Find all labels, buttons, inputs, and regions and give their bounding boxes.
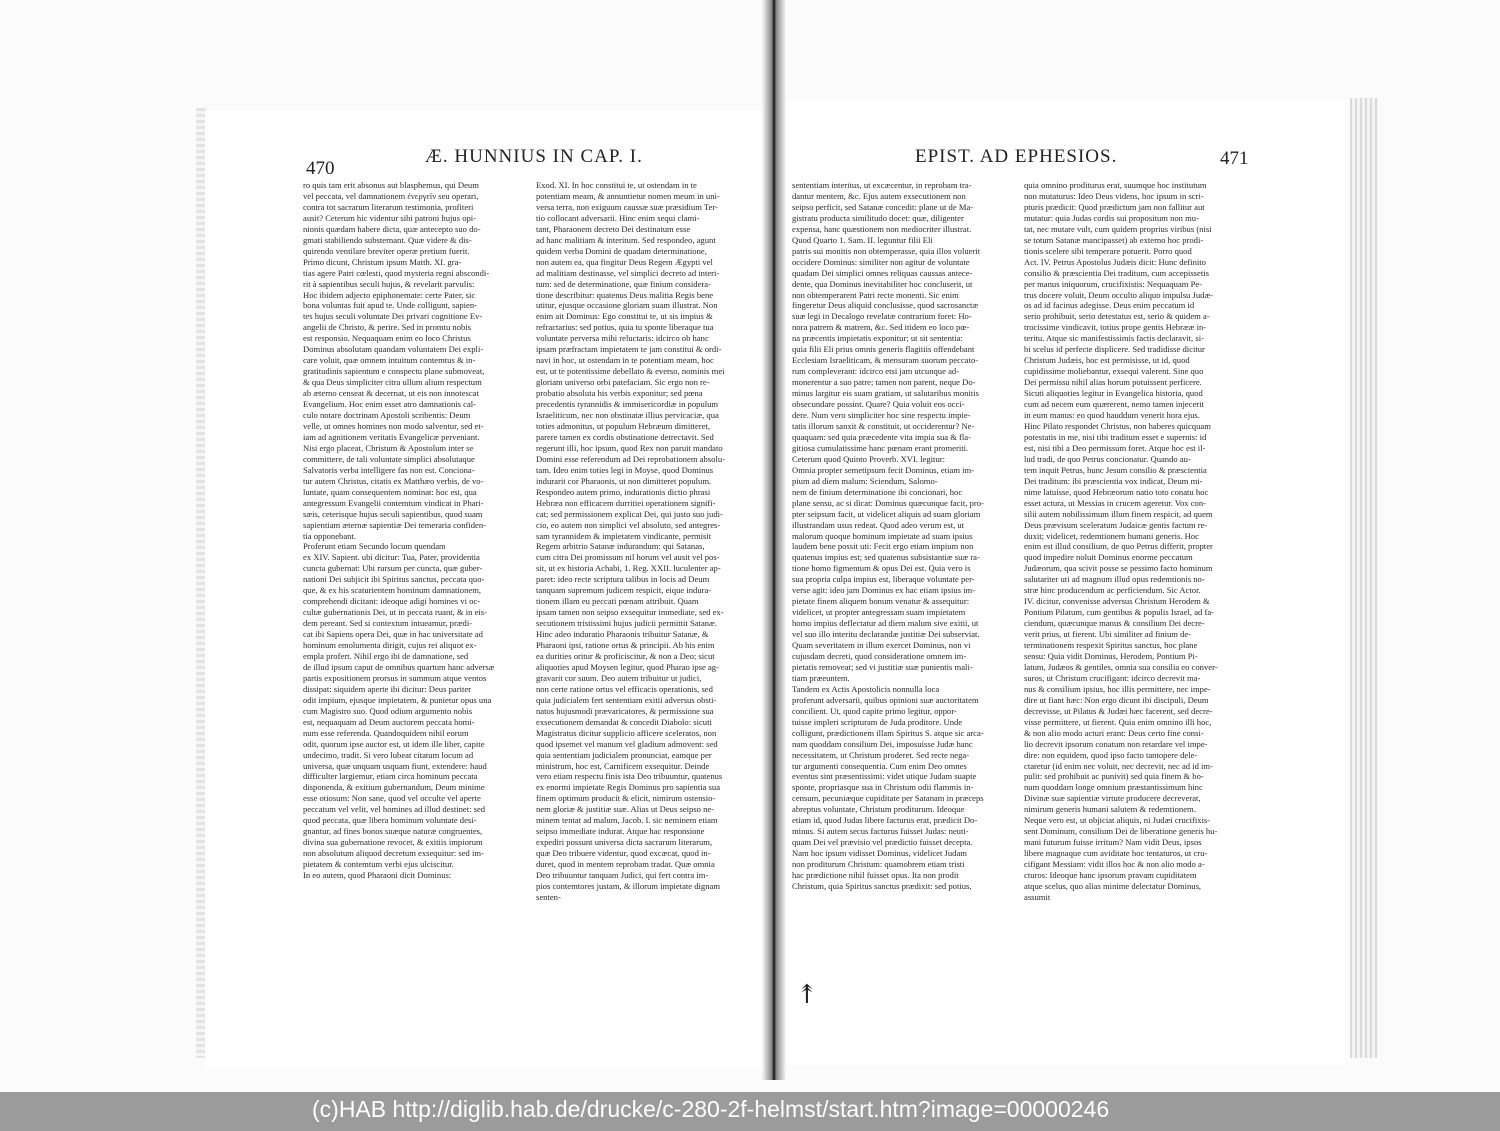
left-column-2: Exod. XI. In hoc constitui te, ut ostendam in te potentiam meam, & annuntietur nomen meum in uni- versa terra, non exiguum caussæ suæ præsidium Ter- tio collocant adversarii. Hinc enim sequi clami- tant, Pharaonem decreto Dei destinatum esse ad hanc malitiam & interitum. Sed respondeo, agunt quidem verba Domini de quadam determinatione, non autem ea, qua fingitur Deus Regem Ægypti vel ad malitiam destinasse, vel simplici decreto ad interi- tum: sed de determinatione, quæ finium considera- tione describitur: quatenus Deus malitia Regis bene utitur, ejusque occasione gloriam suam illustrat. Non enim ait Dominus: Ego constitui te, ut sis impius & refractarius: sed potius, quia tu sponte liberaque tua voluntate perversa mihi reluctaris: idcirco ob hanc ipsam præfractam impietatem te jam constitui & ordi- navi in hoc, ut ostendam in te potentiam meam, hoc est, ut te potentissime debellato & everso, nominis mei gloriam universo orbi patefaciam. Sic ergo non re- probatio absoluta his verbis exponitur; sed pœna precedentis tyrannidis & immisericordiæ in populum Israeliticum, nec non obstinatæ illius pervicaciæ, qua toties admonitus, ut populum Hebræum dimitteret, parere tamen ex cordis obstinatione detrectavit. Sed regerunt illi, hoc ipsum, quod Rex non paruit mandato Domini esse referendum ad Dei reprobationem absolu- tam. Ideo enim toties legi in Moyse, quod Dominus indurarit cor Pharaonis, ut non dimitteret populum. Respondeo autem primo, indurationis dictio phrasi Hebræa non efficacem durritiei operationem signifi- cat; sed permissionem explicat Dei, qui justo suo judi- cio, eo autem non simplici vel absoluto, sed antegres- sam tyrannidem & impietatem vindicante, permisit Regem arbitrio Satanæ indurandum: qui Satanas, cum citra Dei promissum nil horum vel ausit vel pos- sit, ut ex historia Achabi, 1. Reg. XXII. luculenter ap- paret: ideo recte scriptura talibus in locis ad Deum tanquam supremum judicem respicit, eique indura- tionem illam eu peccati pœnam attribuit. Quam ipsam tamen non seipso exsequitur immediate, sed ex- secutionem tristissimi hujus judicii permittit Satanæ. Hinc adeo induratio Pharaonis tribuitur Satanæ, & Pharaoni ipsi, ratione ortus & principii. Ab his enim ea durities oritur & proficiscitur, & non a Deo; sicut aliquoties apud Moysen legitur, quod Pharao ipse ag- gravarit cor suum. Deo autem tribuitur ut judici, non certe ratione ortus vel efficacis operationis, sed quia judicialem fert sententiam exitii adversus obsti- natos hujusmodi prævaricatores, & permissione sua exsecutionem demandat & concedit Diabolo: sicuti Magistratus dicitur supplicio afficere sceleratos, non quod ipsemet vel manum vel gladium admovent: sed quia sententiam judicialem pronunciat, eamque per ministrum, hoc est, Carnificem exsequitur. Deinde vero etiam respectu finis ista Deo tribuuntur, quatenus ex enormi impietate Regis Dominus pro sapientia sua finem optimum producit & elicit, nimirum ostensio- nem gloriæ & justitiæ suæ. Alias ut Deus seipso ne- minem tentat ad malum, Jacob. I. sic neminem etiam seipso immediate indurat. Atque hac responsione expediri possunt universa dicta sacrarum literarum, quæ Deo tribuere videntur, quod excæcat, quod in- duret, quod in mentem reprobam tradat. Quæ omnia Deo tribuuntur tanquam Judici, qui fert contra im- pios contemtores justam, & illorum impietate dignam senten- [536, 180, 725, 902]
left-page-number: 470 [306, 158, 335, 179]
left-running-head: Æ. HUNNIUS IN CAP. I. [425, 146, 643, 167]
right-column-2: quia omnino proditurus erat, suumque hoc institutum non mutaturus: Ideo Deus videns, hoc ipsum in scri- pturis prædicit: Quod prædictum jam non fallitur aut mutatur: quia Judas cordis sui propositum non mu- tat, nec mutare vult, cum quidem proprius viribus (nisi se totum Satanæ mancipasset) ab externo hoc prodi- tionis scelere sibi temperare potuerit. Porro quod Act. IV. Petrus Apostolus Judæis dicit: Hunc definito consilio & præscientia Dei traditum, cum accepissetis per manus iniquorum, crucifixistis: Nequaquam Pe- trus docere voluit, Deum occulto aliquo impulsu Judæ- os ad id facinus adegisse. Deus enim peccatum id serio prohibuit, serio detestatus est, serio & quidem a- trocissime vindicavit, totius prope gentis Hebrææ in- teritu. Atque sic manifestissimis factis declaravit, si- bi scelus id perfecte displicere. Sed tradidisse dicitur Christum Judæis, hoc est permisisse, ut id, quod cupidissime moliebantur, exsequi valerent. Sine quo Dei permissu nihil alias horum potuissent perficere. Sicuti aliquoties legitur in Evangelica historia, quod cum ad necem eum quærerent, nemo tamen injecerit in eum manus: eo quod hauddum venerit hora ejus. Hinc Pilato respondet Christus, non haberes quicquam potestatis in me, nisi tibi traditum esset e supernis: id est, nisi tibi a Deo permissum foret. Atque hoc est il- lud tradi, de quo Petrus concionatur. Quando au- tem inquit Petrus, hunc Jesum consilio & præscientia Dei traditum: ibi præscientia vox indicat, Deum mi- nime latuisse, quod Hebræorum natio toto conatu hoc esset actura, ut Messias in crucem ageretur. Vox con- silii autem nobilissimum illum finem respicit, ad quem Deus prævisum sceleratum Judaicæ gentis factum re- duxit; videlicet, redemtionem humani generis. Hoc enim est illud consilium, de quo Petrus differit, propter quod impedire noluit Dominus enorme peccatum Judæorum, qua scivit posse se pessimo facto hominum salutariter uti ad magnum illud opus redemtionis no- stræ hinc producendum ac perficiendum. Sic Actor. IV. dicitur, convenisse adversus Christum Herodem & Pontium Pilatum, cum gentibus & populis Israel, ad fa- ciendum, quæcunque manus & consilium Dei decre- verit prius, ut fierent. Ubi similiter ad finium de- terminationem respexit Spiritus sanctus, hoc plane sensu: Quia vidit Dominus, Herodem, Pontium Pi- latum, Judæos & gentiles, omnia sua consilia eo conver- suros, ut Christum crucifigant: idcirco decrevit ma- nus & consilium ipsius, hoc illis permittere, nec impe- dire ut fiant hæc: Non ergo dicunt ibi discipuli, Deum decrevisse, ut Pilatus & Judæi hæc facerent, sed decre- visse permittere, ut fierent. Quia enim omnino illi hoc, & non alio modo acturi erant: Deus certo fine consi- lio decrevit ipsorum conatum non retardare vel impe- dire: non equidem, quod ipso facto tantopere dele- ctaretur (id enim nec voluit, nec decrevit, nec ad id im- pulit: sed prohibuit ac punivit) sed quia finem & bo- num quoddam longe omnium præstantissimum hinc Divinæ suæ sapientiæ virtute producere decreverat, nimirum generis humani salutem & redemtionem. Neque vero est, ut objiciat aliquis, ni Judæi crucifixis- sent Dominum, consilium Dei de liberatione generis hu- mani futurum fuisse irritum? Nam vidit Deus, ipsos libere magnaque cum aviditate hoc tentaturos, ut cru- cifigant Messiam: vidit illos hoc & non alio modo a- cturos: Ideoque hanc ipsorum pravam cupiditatem atque scelus, quo alias minime delectatur Dominus, assumit [1024, 180, 1218, 902]
right-running-head: EPIST. AD EPHESIOS. [915, 146, 1118, 167]
gutter-arrow-icon: ↟ [796, 980, 818, 1009]
source-url-text: (c)HAB http://diglib.hab.de/drucke/c-280-2f-helmst/start.htm?image=00000246 [312, 1096, 1110, 1122]
page-edge-right [1350, 98, 1378, 1058]
right-page-number: 471 [1220, 148, 1249, 169]
right-column-1: sententiam interitus, ut excæcentur, in reprobam tra- dantur mentem, &c. Ejus autem exsecutionem non seipso perficit, sed Satanæ concedit: plane ut de Ma- gistratu producta similitudo docet: quæ, diligenter expensa, hanc quæstionem non mediocriter illustrat. Quod Quarto 1. Sam. II. leguntur filii Eli patris sui monitis non obtemperasse, quia illos voluerit occidere Dominus: similiter non agitur de voluntate quadam Dei simplici omnes reliquas caussas antece- dente, qua Dominus inevitabiliter hoc concluserit, ut non obtemperarent Patri recte monenti. Sic enim fingeretur Deus aliquid conclusisse, quod sacrosanctæ suæ legi in Decalogo revelatæ contrarium foret: Ho- nora patrem & matrem, &c. Sed itidem eo loco pœ- na præcentis impietatis exponitur; ut sit sententia: quia filii Eli prius omnis generis flagitiis offendebant Ecclesiam Israeliticam, & mensuram suorum peccato- rum compleverant: idcirco etsi jam utcunque ad- monerentur a suo patre; tamen non parent, neque Do- minus largitur eis suam gratiam, ut salutaribus monitis obsecundare possint. Quare? Quia voluit eos occi- dere. Num vero simpliciter hoc sine respectu impie- tatis illorum sanxit & constituit, ut occiderentur? Ne- quaquam: sed quia præcedente vita impia sua & fla- gitiosa cumulatissime hanc pœnam erant promeriti. Ceterum quod Quinto Proverb. XVI. legitur: Omnia propter semetipsum fecit Dominus, etiam im- pium ad diem malum: Sciendum, Salomo- nem de finium determinatione ibi concionari, hoc plane sensu, ac si dicat: Dominus quæcunque facit, pro- pter seipsum facit, ut videlicet aliquis ad suam gloriam illustrandam usus redeat. Quod adeo verum est, ut malorum quoque hominum impietate ad suam ipsius laudem bene possit uti: Fecit ergo etiam impium non quatenus impius est; sed quatenus subsistantiæ suæ ra- tione homo figmentum & opus Dei est. Quia vero is sua propria culpa impius est, liberaque voluntate per- verse agit: ideo jam Dominus ex hac etiam ipsius im- pietate finem aliquem bonum venatur & assequitur: videlicet, ut propter antegressam suam impietatem homo impius deflectatur ad diem malum sive exitii, ut vel suo illo interitu declarandæ justitiæ Dei subserviat. Quam severitatem in illum exercet Dominus, non vi cujusdam decreti, quod consideratione omnem im- pietatis removeat; sed vi justitiæ suæ punientis mali- tiam præeuntem. Tandem ex Actis Apostolicis nonnulla loca proferunt adversarii, quibus opinioni suæ auctoritatem concilient. Ut, quod capite primo legitur, oppor- tuisse impleri scripturam de Juda proditore. Unde colligunt, prædictionem illam Spiritus S. atque sic arca- num quoddam consilium Dei, imposuisse Judæ hanc necessitatem, ut Christum proderet. Sed recte nega- tur argumenti consequentia. Cum enim Deo omnes eventus sint præsentissimi: videt utique Judam suapte sponte, propriasque sua in Christum odii flammis in- censum, pecuniæque cupiditate per Satanam in præceps abreptus voluntate, Christum proditurum. Ideoque etiam id, quod Judas libere facturus erat, prædicit Do- minus. Si autem secus facturus fuisset Judas: neuti- quam Dei vel prævisio vel prædictio fuisset decepta. Nam hoc ipsum vidisset Dominus, videlicet Judam non proditurum Christum: quamobrem etiam tristi hac prædictione nihil fuisset opus. Ita non prodit Christum, quia Spiritus sanctus prædixit: sed potius, [792, 180, 984, 891]
left-column-1: ro quis tam erit absonus aut blasphemus, qui Deum vel peccata, vel damnationem ἐνεργεῖν seu operari, contra tot sacrarum literarum testimonia, profiteri ausit? Ceterum hic videntur sibi patroni hujus opi- nionis quædam habere dicta, quæ antecepto suo do- gmati stabiliendo substernant. Quæ videre & dis- quirendo ventilare breviter operæ pretium fuerit. Primo dicunt, Christum ipsum Matth. XI. gra- tias agere Patri cœlesti, quod mysteria regni abscondi- rit à sapientibus seculi hujus, & revelarit parvulis: Hoc ibidem adjecto epiphonemate: certe Pater, sic bona voluntas fuit apud te. Unde colligunt, sapien- tes hujus seculi voluntate Dei privari cognitione Ev- angelii de Christo, & perire. Sed in promtu nobis est responsio. Nequaquam enim eo loco Christus Dominus absolutam quandam voluntatem Dei expli- care voluit, quæ omnem intuitum contemtus & in- gratitudinis sapientum e conspectu plane submoveat, & qua Deus simpliciter citra ullum alium respectum ab æterno censeat & decernat, ut eis non innotescat Evangelium. Hoc enim esset atro damnationis cal- culo notare doctrinam Apostoli scribentis: Deum velle, ut omnes homines non modo salventur, sed et- iam ad agnitionem veritatis Evangelicæ perveniant. Nisi ergo placeat, Christum & Apostolum inter se committere, de tali voluntate simplici absolutaque Salvatoris verba intelligere fas non est. Conciona- tur autem Christus, citatis ex Matthæo verbis, de vo- luntate, quam consequentem nominat: hoc est, qua antegressum Evangelii contemtum vindicat in Phari- sæis, ceterisque hujus seculi sapientibus, quod suam sapientiam æternæ sapientiæ Dei temeraria confiden- tia opponebant. Proferunt etiam Secundo locum quendam ex XIV. Sapient. ubi dicitur: Tua, Pater, providentia cuncta gubernat: Ubi rursum per cuncta, quæ guber- nationi Dei subjicit ibi Spiritus sanctus, peccata quo- que, & ex his scaturientem hominum damnationem, comprehendi dicitant: ideoque adigi homines vi oc- cultæ gubernationis Dei, ut in peccata ruant, & in eis- dem pereant. Sed si contextum intueamur, prædi- cat ibi Sapiens opera Dei, quæ in hac universitate ad hominum emolumenta dirigit, cujus rei aliquot ex- empla profert. Nihil ergo ibi de damnatione, sed de illud ipsum caput de omnibus quartum hanc adversæ partis expositionem prorsus in summum atque ventos dissipat: siquidem aperte ibi dicitur: Deus pariter odit impium, ejusque impietatem, & punietur opus una cum Magistro suo. Quod odium argumento nobis est, nequaquam ad Deum auctorem peccata homi- num esse referenda. Quandoquidem nihil eorum odit, quorum ipse auctor est, ut idem ille liber, capite undecimo, tradit. Si vero lubeat citatum locum ad universa, quæ unquam usquam fiunt, extendere: haud difficulter largiemur, etiam circa hominum peccata disponenda, & exitium gubernandum, Deum minime esse otiosum: Non sane, quod vel occulte vel aperte peccatum vel velit, vel homines ad illud destinet: sed quod peccata, quæ libera hominum voluntate desi- gnantur, ad fines bonos suæque naturæ congruentes, divina sua gubernatione revocet, & exitiis impiorum non absolutum aliquod decretum exsequitur: sed im- pietatem & contemtum verbi ejus ulciscitur. In eo autem, quod Pharaoni dicit Dominus: [303, 180, 495, 881]
